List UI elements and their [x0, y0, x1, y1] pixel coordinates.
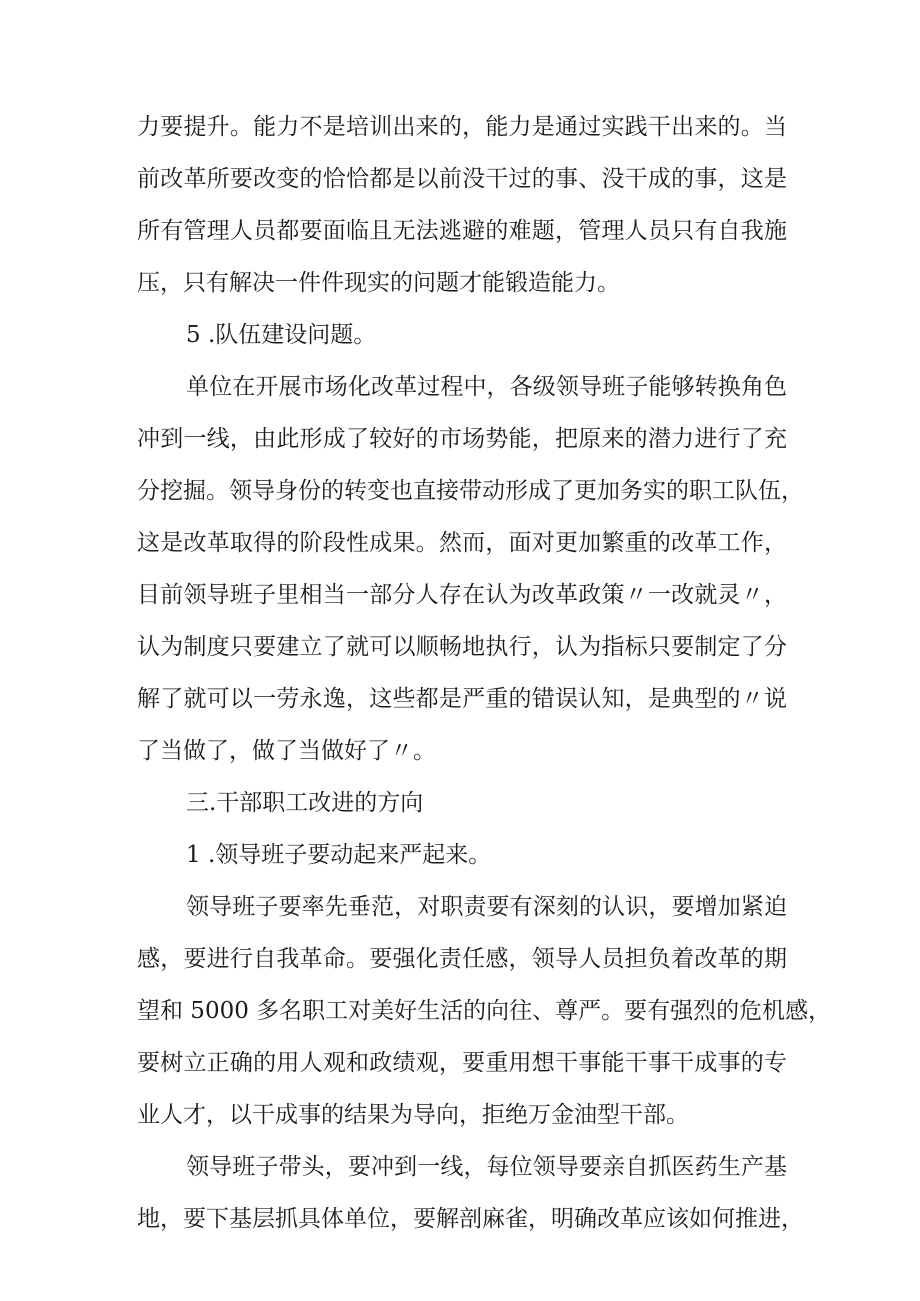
paragraph-text: 所有管理人员都要面临且无法逃避的难题，管理人员只有自我施 — [137, 218, 788, 244]
text-line — [0, 1044, 920, 1082]
text-line — [0, 576, 920, 614]
paragraph-text: 前改革所要改变的恰恰都是以前没干过的事、没干成的事，这是 — [137, 166, 788, 192]
heading-text: 5 .队伍建设问题。 — [186, 322, 377, 348]
paragraph-text: 单位在开展市场化改革过程中，各级领导班子能够转换角色 — [186, 374, 788, 400]
subsection-heading — [0, 836, 920, 874]
text-line — [0, 472, 920, 510]
text-line — [0, 524, 920, 562]
text-line — [0, 628, 920, 666]
paragraph-text: 感，要进行自我革命。要强化责任感，领导人员担负着改革的期 — [137, 946, 788, 972]
paragraph-text: 压，只有解决一件件现实的问题才能锻造能力。 — [137, 270, 620, 296]
text-line — [0, 732, 920, 770]
paragraph-text: 业人才，以干成事的结果为导向，拒绝万金油型干部。 — [137, 1102, 689, 1128]
heading-text: 1 .领导班子要动起来严起来。 — [186, 842, 492, 868]
paragraph-text: 解了就可以一劳永逸，这些都是严重的错误认知，是典型的〃说 — [137, 686, 788, 712]
text-line — [0, 212, 920, 250]
text-line — [0, 264, 920, 302]
text-line — [0, 888, 920, 926]
text-line — [0, 108, 920, 146]
text-line — [0, 160, 920, 198]
paragraph-text: 这是改革取得的阶段性成果。然而，面对更加繁重的改革工作， — [137, 530, 788, 556]
heading-text: 三.干部职工改进的方向 — [186, 790, 424, 816]
paragraph-text: 领导班子带头，要冲到一线，每位领导要亲自抓医药生产基 — [186, 1154, 788, 1180]
text-line — [0, 420, 920, 458]
text-line — [0, 1096, 920, 1134]
paragraph-text: 了当做了，做了当做好了〃。 — [137, 738, 436, 764]
section-heading — [0, 316, 920, 354]
paragraph-text: 要树立正确的用人观和政绩观，要重用想干事能干事干成事的专 — [137, 1050, 788, 1076]
paragraph-text: 冲到一线，由此形成了较好的市场势能，把原来的潜力进行了充 — [137, 426, 788, 452]
text-line — [0, 1148, 920, 1186]
text-line — [0, 680, 920, 718]
paragraph-text: 领导班子要率先垂范，对职责要有深刻的认识，要增加紧迫 — [186, 894, 788, 920]
text-line — [0, 368, 920, 406]
paragraph-text: 目前领导班子里相当一部分人存在认为改革政策〃一改就灵〃， — [137, 582, 788, 608]
paragraph-text: 力要提升。能力不是培训出来的，能力是通过实践干出来的。当 — [137, 114, 788, 140]
text-line — [0, 940, 920, 978]
paragraph-text: 地，要下基层抓具体单位，要解剖麻雀，明确改革应该如何推进， — [137, 1206, 804, 1232]
paragraph-text: 分挖掘。领导身份的转变也直接带动形成了更加务实的职工队伍， — [137, 478, 804, 504]
text-line — [0, 992, 920, 1030]
paragraph-text: 认为制度只要建立了就可以顺畅地执行，认为指标只要制定了分 — [137, 634, 788, 660]
paragraph-text: 望和 5000 多名职工对美好生活的向往、尊严。要有强烈的危机感， — [137, 998, 832, 1024]
section-heading — [0, 784, 920, 822]
text-line — [0, 1200, 920, 1238]
